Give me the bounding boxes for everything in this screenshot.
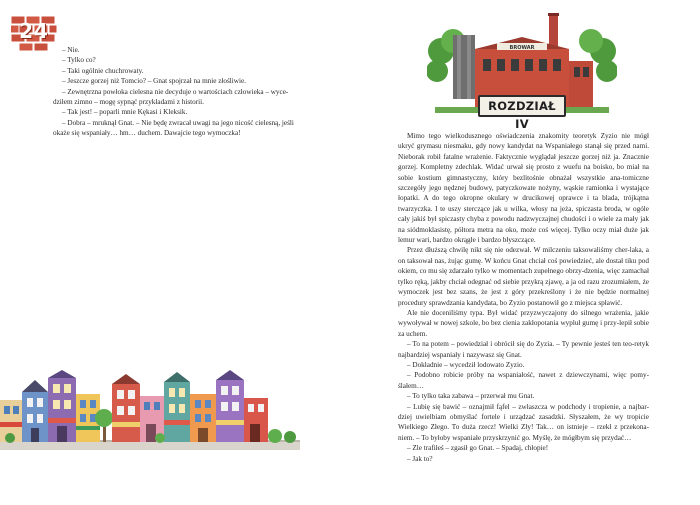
right-body-text [398, 131, 649, 464]
left-paragraph: – Nie. [62, 46, 80, 54]
left-body-text [53, 45, 303, 139]
right-paragraph: – Jak to? [407, 454, 433, 463]
right-paragraph: – Zle trafiłeś – zgasił go Gnat. – Spadaj, chłopie! [407, 444, 549, 453]
townhouses-street-icon [0, 370, 300, 454]
building-sign: BROWAR [509, 45, 535, 51]
left-paragraph: – Tak jest! – poparli mnie Kękasi i Kleksik. [62, 108, 188, 117]
left-paragraph: – Zewnętrzna powłoka cielesna nie decyduje o wartościach człowieka – wyce-dziłem zimno – mogę sypnąć przykładami z historii. [53, 87, 289, 107]
right-paragraph: Przez dłuższą chwilę nikt się nie odezwał. W milczeniu taksowaliśmy cher-laka, a on taksował nas, żując gumę. W końcu Gnat chciał coś powiedzieć, ale dostał tiku pod okiem, co mu się zdarzało tylko w momentach zupełnego obrzy-dzenia, więc zamachał tylko ręką, jakby chciał odegnać od siebie przykrą zjawę, a ja od razu zrozumiałem, że wymoczek jest bez szans, że jest z góry przekreślony i że nie będzie normalnej procedury sprawdzania kandydata, bo Zyzio postanowił go z miejsca spławić. [398, 246, 649, 307]
right-paragraph: – To tylko taka zabawa – przerwał mu Gnat. [407, 392, 535, 401]
left-paragraph: – Dobra – mruknął Gnat. – Nie będę zwracał uwagi na jego nicość cielesną, jeśli okaże się wspaniały… hm… duchem. Dawajcie tego wymoczka! [53, 118, 294, 138]
page-number: 24 [19, 19, 49, 43]
chapter-title-banner [478, 95, 566, 131]
left-paragraph: – Taki ogólnie chuchrowaty. [62, 66, 144, 75]
right-paragraph: – Lubię się bawić – oznajmił fąfel – zwłaszcza w podchody i tropienie, a najbar-dziej uwielbiam obmyślać fortele i urządzać zasadzki. Słyszałem, że wy tropicie Wielkiego Złego. To duża rzecz! Wielki Zły! Tak… on istnieje – rzekł z przekona-niem. – To byłoby wspaniałe przyskrzynić go. Myślę, że mógłbym się przydać… [398, 402, 649, 442]
page-number-badge [11, 13, 57, 53]
right-paragraph: – Podobno robicie próby na wspaniałość, nawet z dziewczynami, więc pomy-ślałem… [398, 371, 649, 390]
right-paragraph: Mimo tego wielkodusznego oświadczenia znakomity teoretyk Zyzio nie mógł ukryć grymasu niesmaku, gdy nowy kandydat na Wspaniałego stanął się przed nami. Nieborak robił fatalne wrażenie. Faktycznie wyglądał jeszcze gorzej niż ja. Znacznie gorzej. Kompletny zdechlak. Widać urwał się prosto z wuefu na boisko, bo miał na sobie kostium gimnastyczny, który bezlitośnie obnażał wszystkie ana-tomiczne szczegóły jego nędznej budowy, patyczkowate nożyny, wąskie ramionka i wystające łopatki. A do tego okropne okulary w drucikowej oprawce i ta blada, trójkątna twarzyczka. I te uszy sterczące jak u wilka, włosy na jeża, spiczasta broda, w ogóle cały jakiś był spiczasty chyba z powodu nadzwyczajnej chudości i o wiele za mały jak na siódmoklasistę, półtora metra na oko, może coś więcej. Tylko oczy miał duże jak lemur wari, bardzo okrągłe i bardzo błyszczące. [398, 132, 649, 245]
left-paragraph: – Jeszcze gorzej niż Tomcio? – Gnat spojrzał na mnie złośliwie. [62, 77, 246, 86]
chapter-title: ROZDZIAŁ IV [488, 99, 556, 131]
right-paragraph: – Dokładnie – wycedził lodowato Zyzio. [407, 360, 525, 369]
left-paragraph: – Tylko co? [62, 56, 96, 65]
right-paragraph: – To na potem – powiedział i obrócił się do Zyzia. – Ty pewnie jesteś ten teo-retyk najbardziej wspaniały i nazywasz się Gnat. [398, 340, 649, 359]
right-paragraph: Ale nie doceniliśmy typa. Był widać przyzwyczajony do silnego wrażenia, jakie wywoływał w nowej szkole, bo bez cienia zakłopotania wypluł gumę i przy-lepił sobie za uchem. [398, 308, 649, 338]
